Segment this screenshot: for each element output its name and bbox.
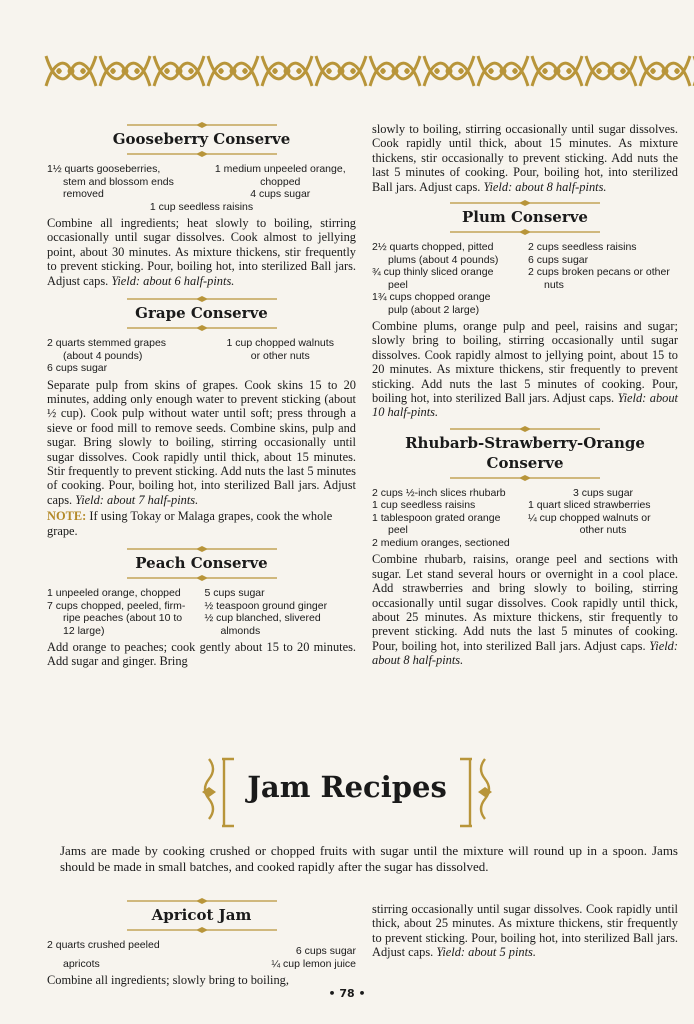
ingredient: 2 cups seedless raisins <box>528 241 637 254</box>
apricot-title: Apricot Jam <box>151 906 252 924</box>
grape-heading <box>47 296 356 331</box>
ornament-rule <box>450 200 600 206</box>
yield: Yield: about 5 pints. <box>436 945 536 960</box>
page-number: • 78 • <box>328 987 366 1000</box>
ornament-rule <box>127 575 277 581</box>
rhubarb-title: Rhubarb-Strawberry-Orange <box>405 433 645 452</box>
grape-ingredients <box>47 337 356 375</box>
ingredient: 6 cups sugar <box>47 362 108 375</box>
grape-note: NOTE: If using Tokay or Malaga grapes, cook the whole grape. <box>47 509 333 538</box>
ornament-rule <box>127 546 277 552</box>
peach-heading <box>47 546 356 581</box>
ingredient: 2 quarts stemmed grapes <box>47 337 167 350</box>
apricot-ingredients <box>47 939 356 970</box>
ingredient: 2½ quarts chopped, pitted <box>372 241 494 254</box>
ingredient: ½ teaspoon ground ginger <box>204 599 328 612</box>
ingredient: ½ cup blanched, slivered <box>204 612 321 624</box>
apricot-right-column <box>372 902 678 960</box>
ingredient: 3 cups sugar <box>572 486 634 499</box>
gooseberry-heading <box>47 122 356 157</box>
jam-section-intro: Jams are made by cooking crushed or chopped fruits with sugar until the mixture will round up in a spoon. Jams should be made in small batches, and cooked rapidly after the sugar has dissolved. <box>60 843 678 874</box>
ornament-rule <box>450 475 600 481</box>
jam-section-title: Jam Recipes <box>247 770 447 804</box>
ingredient: 5 cups sugar <box>204 587 265 599</box>
ingredient: 2 medium oranges, sectioned <box>372 536 510 549</box>
rhubarb-ingredients <box>372 487 678 550</box>
ingredient: 1¾ cups chopped orange <box>372 291 491 304</box>
ingredient: 1 quart sliced strawberries <box>528 499 651 512</box>
ingredient: ¼ cup chopped walnuts or <box>528 511 651 524</box>
ingredient: plums (about 4 pounds) <box>388 253 499 266</box>
ingredient: 1 medium unpeeled orange, <box>214 163 346 175</box>
right-column <box>372 122 678 668</box>
ingredient: 1 cup chopped walnuts <box>226 337 334 350</box>
yield: Yield: about 8 half-pints. <box>372 638 678 668</box>
ingredient: stem and blossom ends <box>63 175 174 188</box>
peach-directions: Add orange to peaches; cook gently about 15 to 20 minutes. Add sugar and ginger. Bring <box>47 640 356 669</box>
ingredient: 2 cups ½-inch slices rhubarb <box>372 486 506 499</box>
left-column <box>47 122 356 669</box>
ingredient: peel <box>388 524 408 537</box>
ingredient: 1 cup seedless raisins <box>149 200 254 213</box>
ingredient: 1 cup seedless raisins <box>372 499 476 512</box>
rhubarb-heading <box>372 426 678 481</box>
ingredient: ¾ cup thinly sliced orange <box>372 266 494 279</box>
ingredient: 2 quarts crushed peeled <box>47 939 160 951</box>
yield: Yield: about 10 half-pints. <box>372 391 678 420</box>
ingredient: 2 cups broken pecans or other <box>528 266 670 279</box>
grape-directions: Separate pulp from skins of grapes. Cook skins 15 to 20 minutes, adding only enough water to prevent sticking (about ½ cup). Cook pulp without water until soft; press through a sieve or food mill to remove seeds. Combine skins, pulp and sugar. Bring slowly to boiling, stirring occasionally until sugar dissolves. Cook rapidly until thick, about 15 minutes. Stir frequently to prevent sticking. Add nuts the last 5 minutes of cooking. Pour, boiling hot, into sterilized Ball jars. Adjust caps. Yield: about 7 half-pints. <box>47 377 356 507</box>
decorative-border <box>44 50 694 92</box>
apricot-left-column <box>47 898 356 987</box>
ingredient: 6 cups sugar <box>528 253 589 266</box>
plum-directions: Combine plums, orange pulp and peel, raisins and sugar; slowly bring to boiling, stirring occasionally until sugar dissolves. Cook rapidly almost to jellying point, about 15 to 20 minutes. As mixture thickens, stir frequently to prevent sticking. Add nuts the last 5 minutes of cooking. Pour, boiling hot, into sterilized Ball jars. Adjust caps. Yield: about 10 half-pints. <box>372 319 678 420</box>
ingredient: 1 tablespoon grated orange <box>372 511 501 524</box>
grape-title: Grape Conserve <box>135 304 268 323</box>
ingredient: or other nuts <box>250 349 310 362</box>
peach-ingredients <box>47 587 356 637</box>
ingredient: nuts <box>544 278 564 291</box>
ornament-rule <box>127 296 277 302</box>
note-label: NOTE: <box>47 509 87 524</box>
ingredient: almonds <box>220 624 261 637</box>
gooseberry-directions: Combine all ingredients; heat slowly to boiling, stirring occasionally until sugar dissolves. Cook almost to jellying point, about 30 minutes. As mixture thickens, stir frequently to prevent sticking. Pour, boiling hot, into sterilized Ball jars. Adjust caps. Yield: about 6 half-pints. <box>47 216 356 288</box>
rhubarb-directions: Combine rhubarb, raisins, orange peel and sections with sugar. Let stand several hours or overnight in a cool place. Add strawberries and bring slowly to boiling, stirring occasionally until sugar dissolves. Cook rapidly until thick, about 25 minutes. As mixture thickens, stir frequently to prevent sticking. Add nuts the last 5 minutes of cooking. Pour, boiling hot, into sterilized Ball jars. Adjust caps. Yield: about 8 half-pints. <box>372 552 678 668</box>
plum-title: Plum Conserve <box>462 208 588 227</box>
ingredient: 7 cups chopped, peeled, firm- <box>47 599 186 612</box>
ingredient: ripe peaches (about 10 to <box>63 612 183 624</box>
ingredient: 12 large) <box>63 624 105 637</box>
ingredient: removed <box>63 188 104 200</box>
gooseberry-title: Gooseberry Conserve <box>112 130 291 148</box>
ornament-rule <box>450 426 600 432</box>
apricot-directions: Combine all ingredients; slowly bring to boiling, <box>47 973 289 987</box>
ornament-rule <box>127 122 277 128</box>
ornament-rule <box>127 927 277 933</box>
ingredient: 4 cups sugar <box>250 188 311 200</box>
ornament-rule <box>450 229 600 235</box>
ingredient: 1½ quarts gooseberries, <box>47 163 161 175</box>
apricot-directions-continued: stirring occasionally until sugar dissolves. Cook rapidly until thick, about 25 minutes. As mixture thickens, stir frequently to prevent sticking. Pour, boiling hot, into sterilized Ball jars. Adjust caps. Yield: about 5 pints. <box>372 902 678 960</box>
ingredient: pulp (about 2 large) <box>388 303 480 316</box>
ingredient: other nuts <box>579 524 627 537</box>
plum-heading <box>372 200 678 235</box>
yield: Yield: about 7 half-pints. <box>75 492 199 507</box>
ingredient: 1 unpeeled orange, chopped <box>47 587 181 599</box>
ingredient: (about 4 pounds) <box>63 349 143 362</box>
yield: Yield: about 8 half-pints. <box>483 179 607 194</box>
rhubarb-title-line2: Conserve <box>486 453 564 472</box>
peach-directions-continued: slowly to boiling, stirring occasionally until sugar dissolves. Cook rapidly until thick, about 15 minutes. As mixture thickens, stir occasionally to prevent sticking. Add nuts the last 5 minutes of cooking. Pour, boiling hot, into sterilized Ball jars. Adjust caps. Yield: about 8 half-pints. <box>372 122 678 194</box>
plum-ingredients <box>372 241 678 316</box>
apricot-heading <box>47 898 356 933</box>
ingredient: 6 cups sugar <box>295 945 356 957</box>
ingredient: apricots <box>63 957 100 970</box>
ingredient: ¼ cup lemon juice <box>271 957 356 970</box>
gooseberry-ingredients <box>47 163 356 213</box>
ornament-rule <box>127 151 277 157</box>
peach-title: Peach Conserve <box>135 554 268 572</box>
yield: Yield: about 6 half-pints. <box>111 273 235 288</box>
ornament-rule <box>127 325 277 331</box>
ingredient: peel <box>388 278 408 291</box>
ingredient: chopped <box>260 175 301 188</box>
ornament-rule <box>127 898 277 904</box>
